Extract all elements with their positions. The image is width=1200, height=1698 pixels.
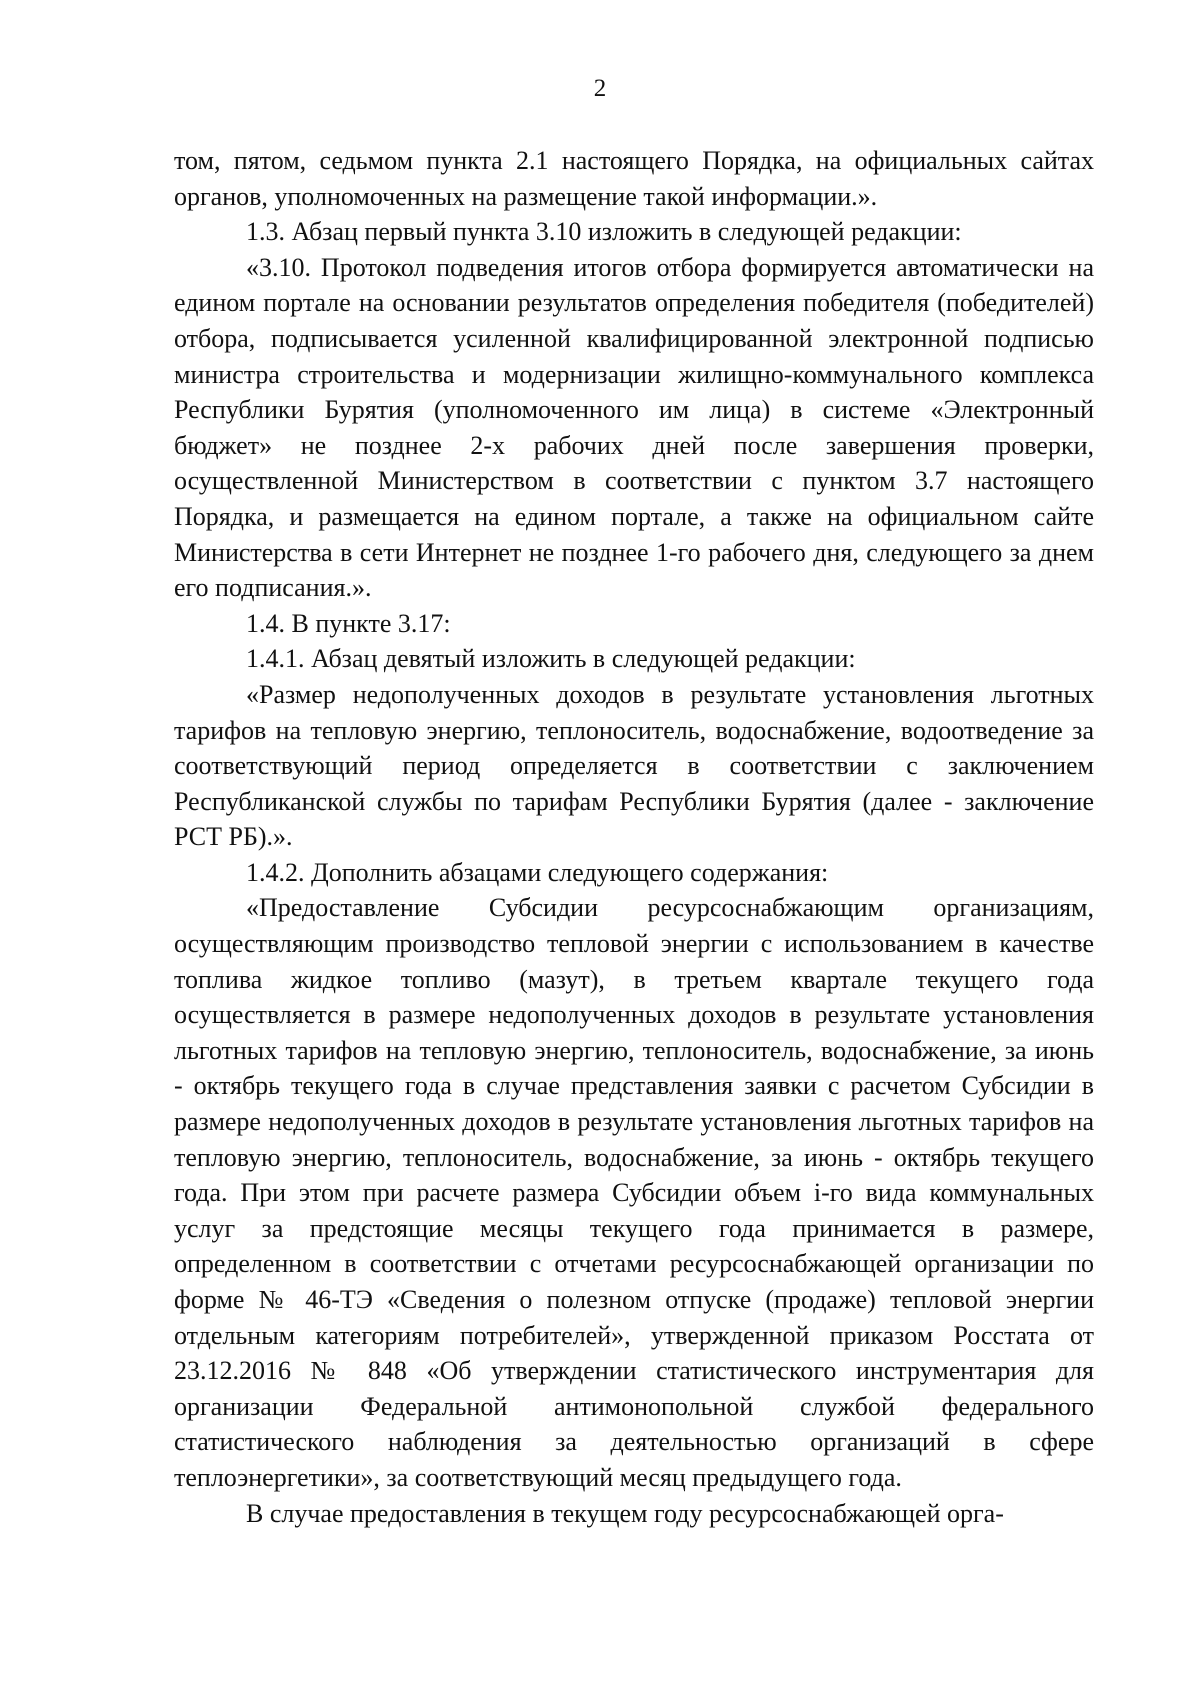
page-number: 2	[593, 75, 607, 102]
paragraph-1-4-1: 1.4.1. Абзац девятый изложить в следующей редакции:	[246, 644, 856, 674]
paragraph-1-4-2: 1.4.2. Дополнить абзацами следующего содержания:	[246, 857, 829, 887]
paragraph-1-4: 1.4. В пункте 3.17:	[246, 608, 451, 638]
paragraph-lost-income-size: «Размер недополученных доходов в результате установления льготных тарифов на тепловую энергию, теплоноситель, водоснабжение, водоотведение за соответствующий период определяется в соответствии с заключением Республиканской службы по тарифам Республики Бурятия (далее - заключение РСТ РБ).».	[174, 679, 1094, 852]
paragraph-continuation: том, пятом, седьмом пункта 2.1 настоящего Порядка, на официальных сайтах органов, уполномоченных на размещение такой информации.».	[174, 146, 1094, 211]
paragraph-1-3: 1.3. Абзац первый пункта 3.10 изложить в следующей редакции:	[246, 217, 962, 247]
document-body	[174, 143, 1094, 1531]
paragraph-in-case-of-provision: В случае предоставления в текущем году ресурсоснабжающей орга-	[246, 1498, 1004, 1528]
paragraph-3-10-text: «3.10. Протокол подведения итогов отбора формируется автоматически на едином портале на основании результатов определения победителя (победителей) отбора, подписывается усиленной квалифицированной электронной подписью министра строительства и модернизации жилищно-коммунального комплекса Республики Бурятия (уполномоченного им лица) в системе «Электронный бюджет» не позднее 2-х рабочих дней после завершения проверки, осуществленной Министерством в соответствии с пунктом 3.7 настоящего Порядка, и размещается на едином портале, а также на официальном сайте Министерства в сети Интернет не позднее 1-го рабочего дня, следующего за днем его подписания.».	[174, 252, 1094, 603]
paragraph-subsidy-provision: «Предоставление Субсидии ресурсоснабжающим организациям, осуществляющим производство тепловой энергии с использованием в качестве топлива жидкое топливо (мазут), в третьем квартале текущего года осуществляется в размере недополученных доходов в результате установления льготных тарифов на тепловую энергию, теплоноситель, водоснабжение, за июнь - октябрь текущего года в случае представления заявки с расчетом Субсидии в размере недополученных доходов в результате установления льготных тарифов на тепловую энергию, теплоноситель, водоснабжение, за июнь - октябрь текущего года. При этом при расчете размера Субсидии объем i-го вида коммунальных услуг за предстоящие месяцы текущего года принимается в размере, определенном в соответствии с отчетами ресурсоснабжающей организации по форме № 46-ТЭ «Сведения о полезном отпуске (продаже) тепловой энергии отдельным категориям потребителей», утвержденной приказом Росстата от 23.12.2016 № 848 «Об утверждении статистического инструментария для организации Федеральной антимонопольной службой федерального статистического наблюдения за деятельностью организаций в сфере теплоэнергетики», за соответствующий месяц предыдущего года.	[174, 893, 1094, 1492]
